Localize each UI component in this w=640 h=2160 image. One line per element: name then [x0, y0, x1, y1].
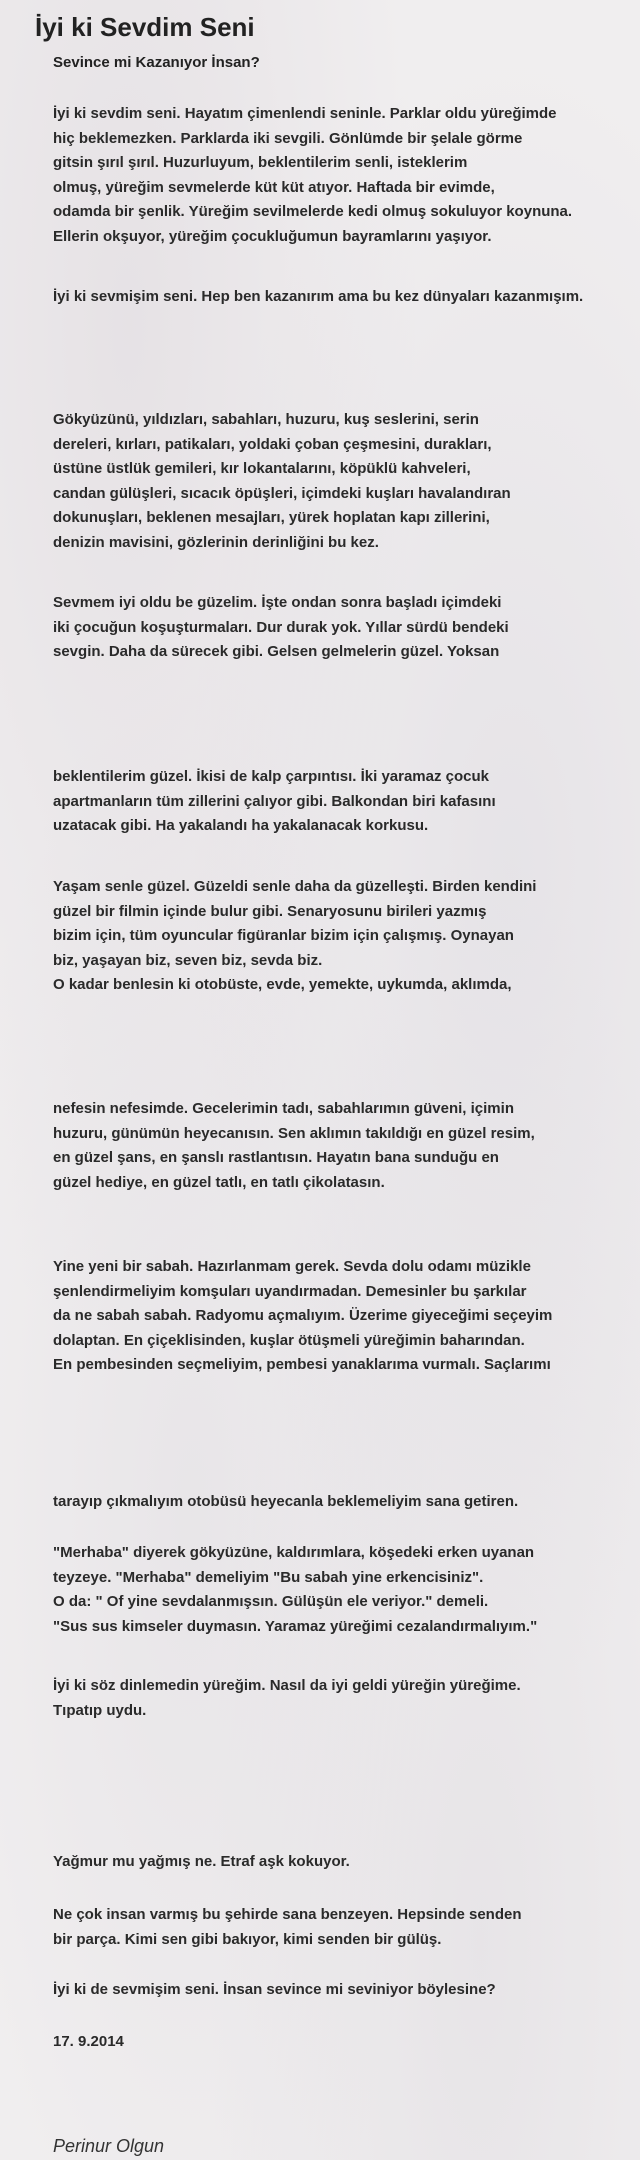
paragraph-5 — [53, 765, 496, 839]
text-line: apartmanların tüm zillerini çalıyor gibi. Balkondan biri kafasını — [53, 792, 496, 810]
text-line: güzel hediye, en güzel tatlı, en tatlı çikolatasın. — [53, 1173, 385, 1191]
paragraph-1 — [53, 102, 572, 249]
paragraph-3 — [53, 408, 511, 555]
text-line: dokunuşları, beklenen mesajları, yürek hoplatan kapı zillerini, — [53, 509, 490, 526]
paragraph-10 — [53, 1490, 518, 1515]
paragraph-6 — [53, 875, 536, 973]
text-line: İyi ki sevmişim seni. Hep ben kazanırım ama bu kez dünyaları kazanmışım. — [53, 288, 584, 305]
text-line: nefesin nefesimde. Gecelerimin tadı, sabahlarımın güveni, içimin — [53, 1100, 514, 1117]
text-line: güzel bir filmin içinde bulur gibi. Senaryosunu birileri yazmış — [53, 902, 487, 920]
text-line: bir parça. Kimi sen gibi bakıyor, kimi senden bir gülüş. — [53, 1930, 442, 1948]
text-line: Yağmur mu yağmış ne. Etraf aşk kokuyor. — [53, 1853, 350, 1870]
author-signature: Perinur Olgun — [53, 2136, 165, 2156]
paragraph-9 — [53, 1255, 552, 1378]
text-line: Tıpatıp uydu. — [53, 1701, 147, 1719]
text-line: Ellerin okşuyor, yüreğim çocukluğumun bayramlarını yaşıyor. — [53, 227, 492, 245]
paragraph-2 — [53, 285, 583, 310]
text-line: bizim için, tüm oyuncular figüranlar bizim için çalışmış. Oynayan — [53, 927, 514, 944]
text-line: İyi ki söz dinlemedin yüreğim. Nasıl da iyi geldi yüreğin yüreğime. — [53, 1677, 521, 1694]
text-line: gitsin şırıl şırıl. Huzurluyum, beklentilerim senli, isteklerim — [53, 154, 468, 171]
text-line: en güzel şans, en şanslı rastlantısın. Hayatın bana sunduğu en — [53, 1149, 499, 1166]
text-line: Sevmem iyi oldu be güzelim. İşte ondan sonra başladı içimdeki — [53, 594, 502, 611]
text-line: dolaptan. En çiçeklisinden, kuşlar ötüşmeli yüreğimin baharından. — [53, 1331, 525, 1349]
text-line: Yaşam senle güzel. Güzeldi senle daha da güzelleşti. Birden kendini — [53, 878, 537, 895]
paragraph-14 — [53, 1903, 522, 1952]
text-line: Gökyüzünü, yıldızları, sabahları, huzuru, kuş seslerini, serin — [53, 411, 479, 428]
paragraph-12 — [53, 1674, 521, 1723]
text-line: biz, yaşayan biz, seven biz, sevda biz. — [53, 951, 323, 969]
text-line: uzatacak gibi. Ha yakalandı ha yakalanacak korkusu. — [53, 817, 429, 834]
paragraph-15 — [53, 1978, 496, 2003]
text-line: candan gülüşleri, sıcacık öpüşleri, içimdeki kuşları havalandıran — [53, 484, 511, 502]
text-line: dereleri, kırları, patikaları, yoldaki çoban çeşmesini, durakları, — [53, 435, 492, 453]
text-line: beklentilerim güzel. İkisi de kalp çarpıntısı. İki yaramaz çocuk — [53, 768, 490, 785]
text-line: O da: " Of yine sevdalanmışsın. Gülüşün ele veriyor." demeli. — [53, 1593, 489, 1610]
text-line: 17. 9.2014 — [53, 2033, 124, 2050]
poem-date — [53, 2030, 124, 2055]
text-line: "Merhaba" diyerek gökyüzüne, kaldırımlara, köşedeki erken uyanan — [53, 1544, 535, 1561]
text-line: huzuru, günümün heyecanısın. Sen aklımın takıldığı en güzel resim, — [53, 1124, 535, 1142]
text-line: "Sus sus kimseler duymasın. Yaramaz yüreğimi cezalandırmalıyım." — [53, 1617, 538, 1635]
text-line: En pembesinden seçmeliyim, pembesi yanaklarıma vurmalı. Saçlarımı — [53, 1356, 551, 1373]
text-line: Yine yeni bir sabah. Hazırlanmam gerek. Sevda dolu odamı müzikle — [53, 1258, 531, 1275]
text-line: Ne çok insan varmış bu şehirde sana benzeyen. Hepsinde senden — [53, 1906, 522, 1923]
text-line: hiç beklemezken. Parklarda iki sevgili. Gönlümde bir şelale görme — [53, 129, 523, 147]
poem-title: İyi ki Sevdim Seni — [35, 12, 255, 42]
paragraph-8 — [53, 1097, 535, 1195]
text-line: O kadar benlesin ki otobüste, evde, yemekte, uykumda, aklımda, — [53, 976, 512, 993]
text-line: tarayıp çıkmalıyım otobüsü heyecanla beklemeliyim sana getiren. — [53, 1493, 519, 1510]
paragraph-7 — [53, 973, 512, 998]
paragraph-4 — [53, 591, 509, 665]
text-line: teyzeye. "Merhaba" demeliyim "Bu sabah yine erkencisiniz". — [53, 1568, 484, 1586]
paragraph-13 — [53, 1850, 350, 1875]
text-line: üstüne üstlük gemileri, kır lokantalarını, köpüklü kahveleri, — [53, 460, 471, 477]
text-line: denizin mavisini, gözlerinin derinliğini bu kez. — [53, 533, 379, 551]
text-line: iki çocuğun koşuşturmaları. Dur durak yok. Yıllar sürdü bendeki — [53, 618, 509, 636]
paragraph-11 — [53, 1541, 537, 1639]
poem-subtitle: Sevince mi Kazanıyor İnsan? — [53, 54, 260, 71]
text-line: olmuş, yüreğim sevmelerde küt küt atıyor. Haftada bir evimde, — [53, 178, 495, 196]
text-line: İyi ki de sevmişim seni. İnsan sevince mi seviniyor böylesine? — [53, 1981, 496, 1998]
text-line: şenlendirmeliyim komşuları uyandırmadan. Demesinler bu şarkılar — [53, 1282, 527, 1300]
text-line: İyi ki sevdim seni. Hayatım çimenlendi seninle. Parklar oldu yüreğimde — [53, 105, 557, 122]
text-line: sevgin. Daha da sürecek gibi. Gelsen gelmelerin güzel. Yoksan — [53, 643, 500, 660]
text-line: da ne sabah sabah. Radyomu açmalıyım. Üzerime giyeceğimi seçeyim — [53, 1307, 553, 1324]
text-line: odamda bir şenlik. Yüreğim sevilmelerde kedi olmuş sokuluyor koynuna. — [53, 203, 573, 220]
